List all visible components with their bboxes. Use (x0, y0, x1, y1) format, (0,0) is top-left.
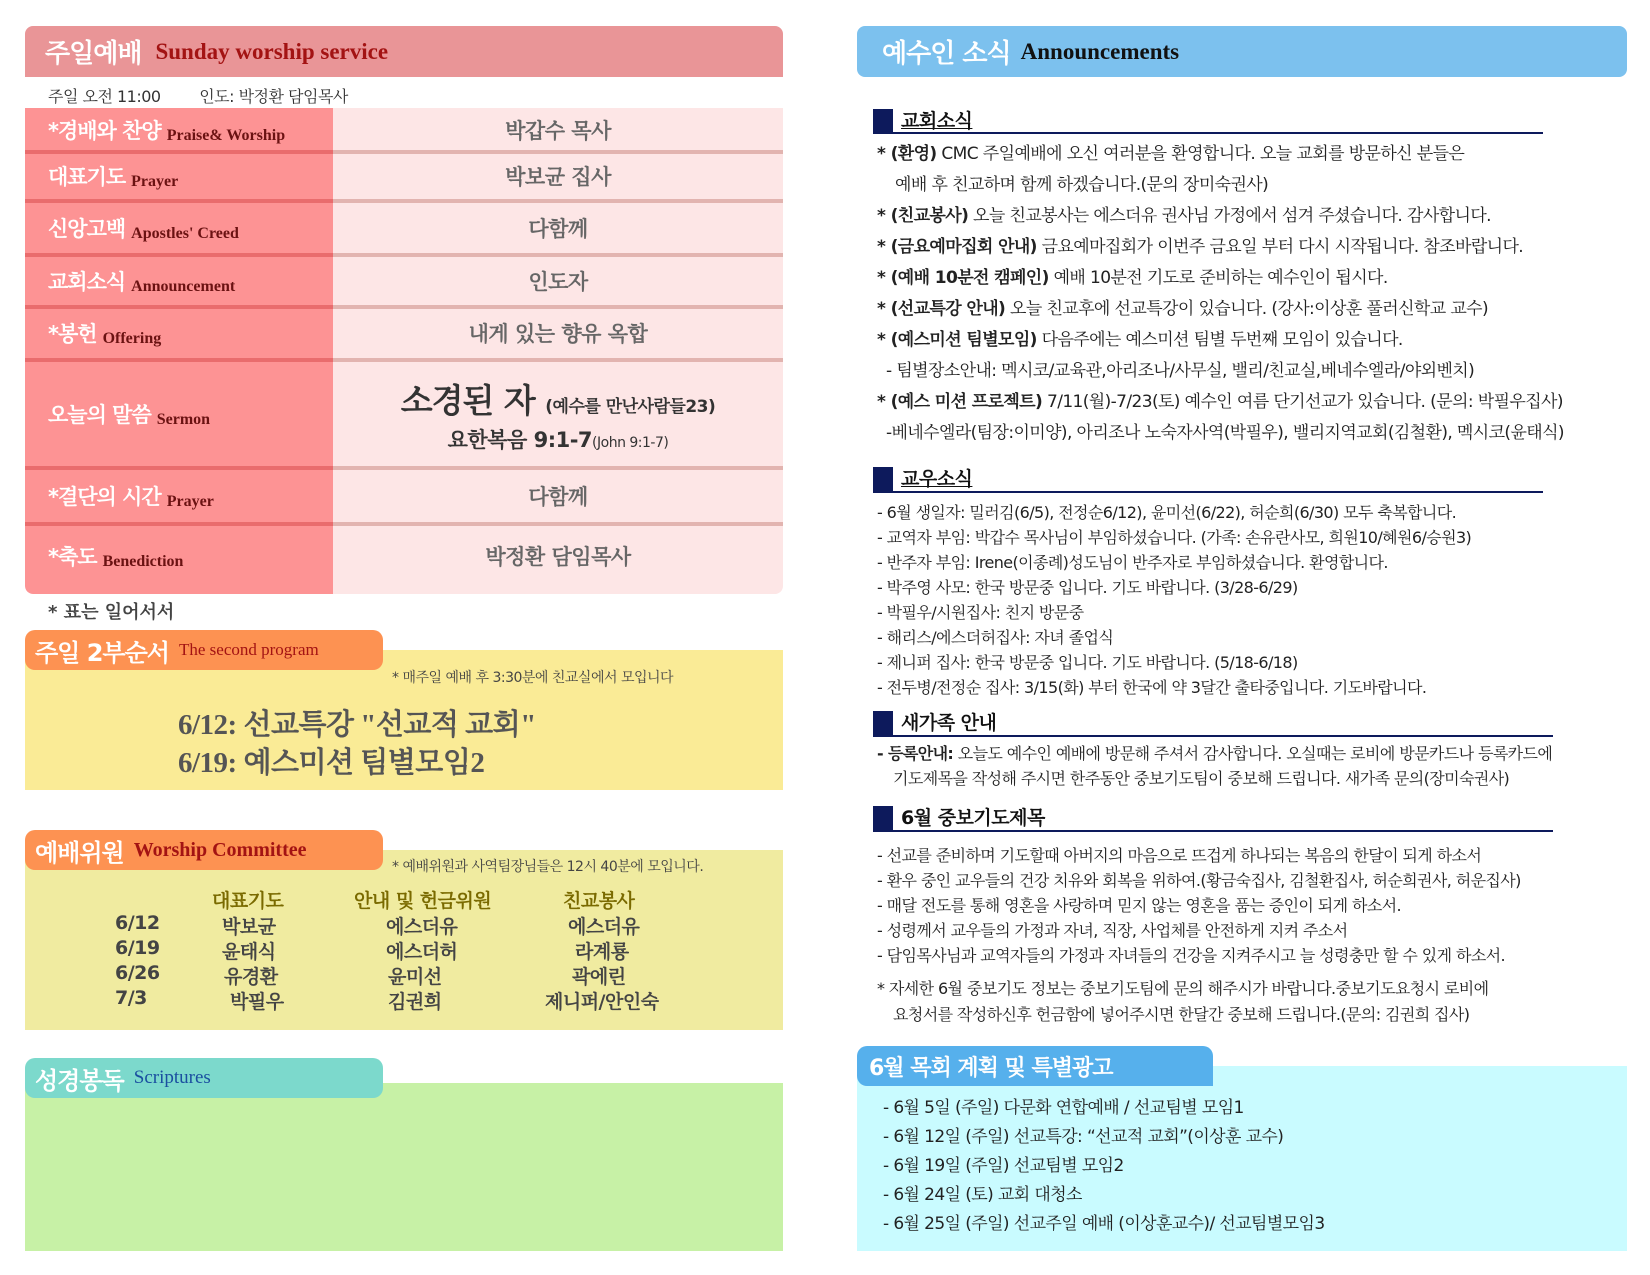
member-news-item: - 박주영 사모: 한국 방문중 입니다. 기도 바랍니다. (3/28-6/29) (877, 578, 1298, 597)
committee-tab (25, 830, 383, 870)
sermon-scripture-en: (John 9:1-7) (592, 434, 669, 451)
new-family-item: - 등록안내: 오늘도 예수인 예배에 방문해 주셔서 감사합니다. 오실때는 로비에 방문카드나 등록카드에 (877, 744, 1553, 763)
worship-time: 주일 오전 11:00 (48, 87, 161, 106)
second-program-title-en: The second program (178, 640, 319, 659)
plan-item: - 6월 19일 (주일) 선교팀별 모임2 (883, 1156, 1124, 1176)
worship-header (25, 26, 783, 77)
new-family-title: 새가족 안내 (901, 712, 997, 734)
committee-prayer: 윤태식 (222, 941, 276, 963)
committee-usher: 윤미선 (388, 966, 442, 988)
order-label: *경배와 찬양 (48, 119, 161, 143)
announcements-title-ko: 예수인 소식 (882, 39, 1011, 69)
prayer-topic-item: - 담임목사님과 교역자들의 가정과 자녀들의 건강을 지켜주시고 늘 성령충만 할 수 있게 하소서. (877, 946, 1506, 965)
church-news-item: * (친교봉사) 오늘 친교봉사는 에스더유 권사님 가정에서 섬겨 주셨습니다. 감사합니다. (877, 206, 1491, 226)
church-news-item: * (예스미션 팀별모임) 다음주에는 예스미션 팀별 두번째 모임이 있습니다. (877, 330, 1403, 350)
announcements-title-en: Announcements (1020, 38, 1180, 64)
church-news-item: * (환영) CMC 주일예배에 오신 여러분을 환영합니다. 오늘 교회를 방문하신 분들은 (877, 144, 1465, 164)
order-label: 대표기도 (48, 165, 126, 189)
order-label: 신앙고백 (48, 217, 126, 241)
order-value: 박갑수 목사 (505, 119, 611, 143)
member-news-item: - 박필우/시원집사: 친지 방문중 (877, 603, 1084, 622)
committee-fellowship: 곽에린 (572, 966, 626, 988)
church-news-item: * (예배 10분전 캠페인) 예배 10분전 기도로 준비하는 예수인이 됩시다. (877, 268, 1388, 288)
order-label-en: Announcement (131, 278, 236, 295)
plans-title: 6월 목회 계획 및 특별광고 (869, 1055, 1113, 1081)
order-row (25, 203, 783, 253)
worship-leader: 인도: 박정환 담임목사 (199, 87, 348, 106)
committee-fellowship: 제니퍼/안인숙 (545, 991, 659, 1013)
section-rule (873, 830, 1553, 832)
order-value: 내게 있는 향유 옥합 (468, 322, 648, 346)
new-family-heading (873, 709, 996, 735)
member-news-title: 교우소식 (901, 468, 973, 490)
church-news-item: * (선교특강 안내) 오늘 친교후에 선교특강이 있습니다. (강사:이상훈 풀러신학교 교수) (877, 299, 1489, 319)
order-label: 교회소식 (48, 270, 126, 294)
order-label-en: Apostles' Creed (131, 225, 239, 242)
committee-title-en: Worship Committee (133, 838, 307, 861)
second-program-item: 6/12: 선교특강 "선교적 교회" (178, 709, 536, 741)
order-row (25, 154, 783, 198)
committee-usher: 에스더유 (386, 916, 458, 938)
second-program-tab (25, 630, 383, 670)
order-value: 다함께 (528, 217, 588, 241)
second-program-item: 6/19: 예스미션 팀별모임2 (178, 747, 485, 779)
committee-prayer: 박보균 (222, 916, 276, 938)
committee-title-ko: 예배위원 (35, 838, 124, 867)
order-label-en: Praise& Worship (166, 127, 286, 144)
church-news-item: * (금요예마집회 안내) 금요예마집회가 이번주 금요일 부터 다시 시작됩니다. 참조바랍니다. (877, 237, 1524, 257)
prayer-topic-note: * 자세한 6월 중보기도 정보는 중보기도팀에 문의 해주시가 바랍니다.중보기도요청시 로비에 (877, 979, 1489, 998)
sermon-series: (예수를 만난사람들23) (545, 396, 716, 417)
committee-date: 6/26 (115, 962, 160, 984)
committee-fellowship: 에스더유 (568, 916, 640, 938)
plan-item: - 6월 25일 (주일) 선교주일 예배 (이상훈교수)/ 선교팀별모임3 (883, 1214, 1325, 1234)
member-news-item: - 교역자 부임: 박갑수 목사님이 부임하셨습니다. (가족: 손유란사모, 희원10/혜원6/승원3) (877, 528, 1472, 547)
order-row (25, 309, 783, 357)
committee-header: 대표기도 (212, 890, 284, 912)
member-news-heading (873, 465, 972, 491)
prayer-topic-item: - 선교를 준비하며 기도할때 아버지의 마음으로 뜨겁게 하나되는 복음의 한달이 되게 하소서 (877, 846, 1482, 865)
church-news-item: * (예스 미션 프로젝트) 7/11(월)-7/23(토) 예수인 여름 단기선교가 있습니다. (문의: 박필우집사) (877, 392, 1563, 412)
committee-date: 7/3 (115, 987, 147, 1009)
church-news-item: - 팀별장소안내: 멕시코/교육관,아리조나/사무실, 밸리/친교실,베네수엘라/야외벤치) (886, 361, 1475, 381)
committee-date: 6/19 (115, 937, 160, 959)
section-marker-icon (873, 109, 893, 133)
sermon-block (333, 375, 783, 454)
order-row (25, 108, 783, 152)
prayer-topic-item: - 매달 전도를 통해 영혼을 사랑하며 믿지 않는 영혼을 품는 증인이 되게 하소서. (877, 896, 1402, 915)
plan-item: - 6월 24일 (토) 교회 대청소 (883, 1185, 1082, 1205)
order-label-en: Prayer (131, 173, 179, 190)
prayer-topics-title: 6월 중보기도제목 (901, 807, 1045, 829)
committee-header: 친교봉사 (563, 890, 635, 912)
committee-usher: 김권희 (388, 991, 442, 1013)
prayer-topics-heading (873, 804, 1045, 830)
committee-date: 6/12 (115, 912, 160, 934)
worship-subinfo (48, 84, 382, 107)
committee-note: * 예배위원과 사역팀장님들은 12시 40분에 모입니다. (392, 859, 704, 875)
sermon-title: 소경된 자 (400, 380, 535, 420)
member-news-item: - 전두병/전정순 집사: 3/15(화) 부터 한국에 약 3달간 출타중입니다. 기도바랍니다. (877, 678, 1427, 697)
order-value: 인도자 (528, 270, 588, 294)
plan-item: - 6월 12일 (주일) 선교특강: “선교적 교회”(이상훈 교수) (883, 1127, 1284, 1147)
committee-prayer: 유경환 (224, 966, 278, 988)
section-marker-icon (873, 711, 893, 735)
prayer-topic-item: - 성령께서 교우들의 가정과 자녀, 직장, 사업체를 안전하게 지켜 주소서 (877, 921, 1348, 940)
order-label-en: Prayer (166, 493, 214, 510)
section-rule (873, 735, 1553, 737)
sermon-scripture: 요한복음 9:1-7 (447, 427, 593, 452)
member-news-item: - 제니퍼 집사: 한국 방문중 입니다. 기도 바랍니다. (5/18-6/18) (877, 653, 1298, 672)
order-label-en: Sermon (156, 411, 211, 428)
standing-note: * 표는 일어서서 (48, 602, 175, 623)
order-row (25, 470, 783, 522)
church-news-item: -베네수엘라(팀장:이미양), 아리조나 노숙자사역(박필우), 밸리지역교회(김철환), 멕시코(윤태식) (886, 423, 1564, 443)
section-rule (873, 132, 1543, 134)
committee-prayer: 박필우 (230, 991, 284, 1013)
prayer-topic-item: - 환우 중인 교우들의 건강 치유와 회복을 위하여.(황금숙집사, 김철환집사, 허순희권사, 허운집사) (877, 871, 1521, 890)
church-news-heading (873, 107, 972, 133)
church-news-item: 예배 후 친교하며 함께 하겠습니다.(문의 장미숙권사) (895, 175, 1269, 195)
member-news-item: - 6월 생일자: 밀러김(6/5), 전정순6/12), 윤미선(6/22), 허순희(6/30) 모두 축복합니다. (877, 503, 1457, 522)
member-news-item: - 반주자 부임: Irene(이종례)성도님이 반주자로 부임하셨습니다. 환영합니다. (877, 553, 1388, 572)
plans-tab (857, 1046, 1213, 1086)
order-label: *봉헌 (48, 322, 97, 346)
worship-title-ko: 주일예배 (45, 39, 142, 69)
order-label-en: Offering (102, 330, 162, 347)
scriptures-title-en: Scriptures (133, 1067, 211, 1088)
order-label-en: Benediction (102, 553, 184, 570)
prayer-topic-note: 요청서를 작성하신후 헌금함에 넣어주시면 한달간 중보해 드립니다.(문의: 김권희 집사) (893, 1005, 1470, 1024)
order-value: 박정환 담임목사 (485, 545, 631, 569)
scriptures-box (25, 1083, 783, 1251)
second-program-title-ko: 주일 2부순서 (35, 638, 169, 667)
order-value: 박보균 집사 (505, 165, 611, 189)
order-row (25, 257, 783, 305)
second-program-note: * 매주일 예배 후 3:30분에 친교실에서 모입니다 (392, 670, 674, 686)
order-row-sermon (25, 362, 783, 466)
section-marker-icon (873, 467, 893, 491)
order-label: 오늘의 말씀 (48, 403, 151, 427)
order-label: *결단의 시간 (48, 485, 161, 509)
order-of-worship (25, 108, 783, 594)
section-marker-icon (873, 806, 893, 830)
church-news-title: 교회소식 (901, 110, 973, 132)
committee-fellowship: 라계룡 (575, 941, 629, 963)
scriptures-tab (25, 1058, 383, 1098)
order-label: *축도 (48, 545, 97, 569)
order-value: 다함께 (528, 485, 588, 509)
order-row (25, 526, 783, 586)
worship-title-en: Sunday worship service (155, 38, 389, 64)
member-news-item: - 해리스/에스더허집사: 자녀 졸업식 (877, 628, 1114, 647)
new-family-item: 기도제목을 작성해 주시면 한주동안 중보기도팀이 중보해 드립니다. 새가족 문의(장미숙권사) (893, 769, 1510, 788)
committee-header: 안내 및 헌금위원 (354, 890, 492, 912)
committee-usher: 에스더허 (386, 941, 458, 963)
announcements-header (857, 26, 1627, 77)
section-rule (873, 491, 1543, 493)
plan-item: - 6월 5일 (주일) 다문화 연합예배 / 선교팀별 모임1 (883, 1098, 1244, 1118)
scriptures-title-ko: 성경봉독 (35, 1066, 124, 1095)
